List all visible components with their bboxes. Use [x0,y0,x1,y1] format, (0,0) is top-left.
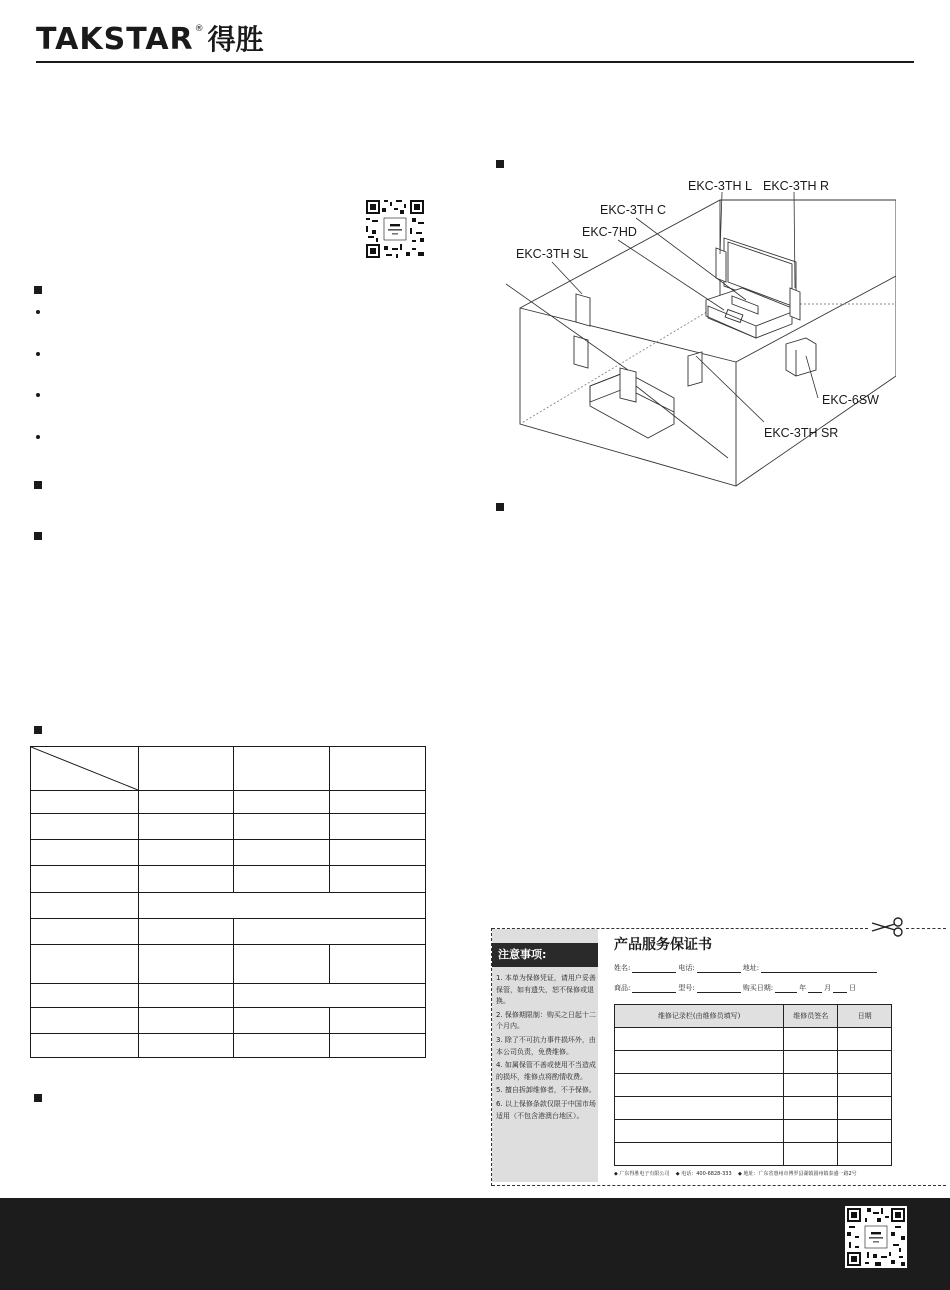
notice-item: 5. 擅自拆卸维修者，不予保修。 [496,1086,596,1095]
product-field[interactable] [632,984,676,993]
table-cell [138,840,234,866]
date-cell[interactable] [838,1120,892,1143]
table-cell [138,919,234,945]
table-corner-cell [31,747,139,791]
table-cell [330,840,426,866]
phone-label: 电话: [678,964,695,972]
notice-item: 6. 以上保修条款仅限于中国市场适用（不包含港澳台地区）。 [496,1099,596,1120]
table-cell [234,984,426,1008]
qr-code-top [364,198,426,260]
company-name: ◆ 广东得胜电子有限公司 [614,1171,670,1177]
year-field[interactable] [775,984,797,993]
section-marker-2 [34,481,42,489]
address-label: 地址: [742,964,760,972]
table-cell [138,984,234,1008]
table-cell [31,1034,139,1058]
table-cell [31,840,139,866]
section-marker-right-2 [496,503,504,511]
table-cell [234,840,330,866]
section-marker-diagram [496,160,504,168]
table-cell [138,791,234,814]
customer-info-row [614,963,879,973]
table-cell [31,791,139,814]
table-cell [31,984,139,1008]
table-cell [234,814,330,840]
bullet-2 [36,352,40,356]
table-cell [234,791,330,814]
table-cell [138,814,234,840]
table-cell [138,893,425,919]
repair-record-cell[interactable] [615,1143,784,1166]
section-marker-1 [34,286,42,294]
bullet-1 [36,310,40,314]
signature-cell[interactable] [784,1143,838,1166]
section-marker-spec [34,726,42,734]
speaker-placement-diagram [496,176,896,491]
label-ekc-3th-c: EKC-3TH C [600,203,666,217]
table-cell [31,945,139,984]
month-label: 月 [824,984,832,992]
month-field[interactable] [808,984,822,993]
qr-code-footer [845,1206,907,1268]
notice-item: 1. 本单为保修凭证，请用户妥善保管，如有遗失，恕不保修或退换。 [496,974,596,1006]
company-phone: ◆ 电话：400-6828-333 [675,1171,732,1177]
date-cell[interactable] [838,1097,892,1120]
repair-record-cell[interactable] [615,1051,784,1074]
table-cell [31,814,139,840]
table-cell [330,945,426,984]
table-cell [138,1034,234,1058]
table-cell [234,1034,330,1058]
table-cell [234,1008,330,1034]
warranty-card-title: 产品服务保证书 [614,937,712,953]
repair-record-cell[interactable] [615,1120,784,1143]
table-cell [31,866,139,893]
repair-record-header: 维修记录栏(由维修员填写) [615,1005,784,1028]
brand-logo [36,22,264,58]
table-cell [138,866,234,893]
notice-list [496,973,596,1124]
label-ekc-3th-sl: EKC-3TH SL [516,247,589,261]
purchase-date-label: 购买日期: [742,984,774,992]
table-cell [330,814,426,840]
name-field[interactable] [632,964,676,973]
cut-line-top-right [906,928,946,929]
notice-item: 3. 除了不可抗力事件损坏外，由本公司负责，免费维修。 [496,1035,596,1056]
product-info-row [614,983,856,993]
page-header [0,0,950,70]
signature-cell[interactable] [784,1074,838,1097]
table-cell [234,919,426,945]
table-cell [138,1008,234,1034]
label-ekc-6sw: EKC-6SW [822,393,879,407]
section-marker-3 [34,532,42,540]
table-cell [330,1034,426,1058]
bullet-4 [36,435,40,439]
signature-cell[interactable] [784,1051,838,1074]
table-row [615,1120,892,1143]
signature-cell[interactable] [784,1028,838,1051]
cut-line-bottom [492,1185,946,1186]
notice-item: 2. 保修期限制：购买之日起十二个月内。 [496,1010,596,1031]
table-cell [330,1008,426,1034]
date-cell[interactable] [838,1051,892,1074]
repair-record-table [614,1004,892,1166]
day-label: 日 [849,984,857,992]
technician-signature-header: 维修员签名 [784,1005,838,1028]
table-row [615,1028,892,1051]
label-ekc-7hd: EKC-7HD [582,225,637,239]
model-field[interactable] [697,984,741,993]
model-label: 型号: [678,984,695,992]
address-field[interactable] [761,964,877,973]
product-label: 商品: [614,984,631,992]
notice-title: 注意事项: [492,943,598,967]
diagonal-line [31,747,138,790]
signature-cell[interactable] [784,1097,838,1120]
table-cell [234,866,330,893]
header-rule [36,61,914,63]
table-cell [330,866,426,893]
repair-record-cell[interactable] [615,1097,784,1120]
year-label: 年 [799,984,807,992]
table-header-cell [234,747,330,791]
specifications-table [30,746,426,1058]
notice-panel [492,929,598,1182]
warranty-card-footer [614,1170,857,1177]
page-footer [0,1198,950,1290]
label-ekc-3th-sr: EKC-3TH SR [764,426,839,440]
table-row [615,1074,892,1097]
phone-field[interactable] [697,964,741,973]
repair-record-cell[interactable] [615,1074,784,1097]
section-marker-bottom-left [34,1094,42,1102]
date-header: 日期 [838,1005,892,1028]
name-label: 姓名: [614,964,631,972]
date-cell[interactable] [838,1143,892,1166]
table-header-cell [330,747,426,791]
bullet-3 [36,393,40,397]
table-cell [234,945,330,984]
registered-mark: ® [194,24,204,34]
table-row [615,1097,892,1120]
company-address: ◆ 地址：广东省惠州市博罗县湖镇圆州镇泰盛一路2号 [738,1171,857,1177]
label-ekc-3th-r: EKC-3TH R [763,179,829,193]
table-cell [138,945,234,984]
date-cell[interactable] [838,1074,892,1097]
table-header-cell [138,747,234,791]
date-cell[interactable] [838,1028,892,1051]
label-ekc-3th-l: EKC-3TH L [688,179,752,193]
repair-record-cell[interactable] [615,1028,784,1051]
notice-item: 4. 如属保管不善或使用不当造成的损坏，维修点将酌情收费。 [496,1061,596,1081]
table-cell [31,919,139,945]
table-cell [31,893,139,919]
day-field[interactable] [833,984,847,993]
logo-chinese: 得胜 [207,23,264,56]
table-cell [31,1008,139,1034]
scissors-icon [870,916,904,938]
table-cell [330,791,426,814]
table-row [615,1143,892,1166]
signature-cell[interactable] [784,1120,838,1143]
logo-text: TAKSTAR [36,22,194,57]
table-row [615,1051,892,1074]
